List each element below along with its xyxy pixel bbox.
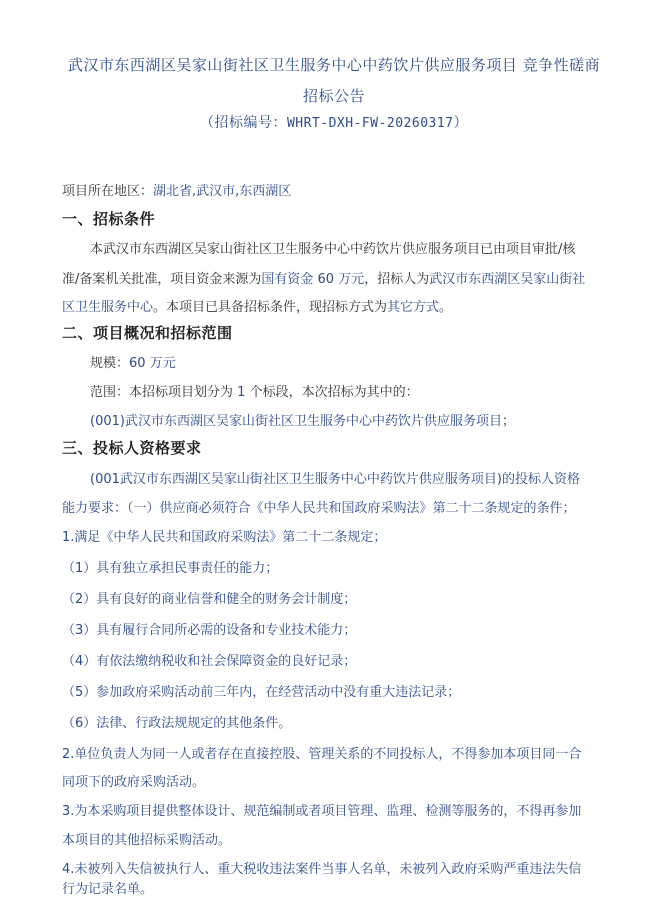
requirement-item-4-line1: 4.未被列入失信被执行人、重大税收违法案件当事人名单，未被列入政府采购严重违法失信 (62, 862, 582, 877)
section2-heading: 二、项目概况和招标范围 (62, 324, 233, 342)
tender-code-line (40, 112, 628, 132)
section1-text: 。本项目已具备招标条件，现招标方式为 (153, 300, 388, 315)
section1-para-line3 (62, 296, 452, 315)
fund-source: 国有资金 60 万元 (261, 272, 365, 287)
requirement-sub-1: （1）具有独立承担民事责任的能力； (62, 561, 279, 576)
lot-count: 1 (237, 385, 246, 400)
tenderer-name-cont: 区卫生服务中心 (62, 300, 154, 315)
tender-code-suffix: ） (453, 115, 469, 131)
tender-method: 其它方式 (387, 300, 440, 315)
region-label: 项目所在地区： (62, 184, 154, 199)
tender-code: WHRT-DXH-FW-20260317 (286, 116, 454, 131)
requirement-item-2-line1: 2.单位负责人为同一人或者存在直接控股、管理关系的不同投标人，不得参加本项目同一合 (62, 747, 582, 762)
requirement-sub-3: （3）具有履行合同所必需的设备和专业技术能力； (62, 623, 357, 638)
requirement-item-1: 1.满足《中华人民共和国政府采购法》第二十二条规定； (62, 530, 387, 545)
requirement-sub-6: （6）法律、行政法规规定的其他条件。 (62, 716, 292, 731)
section1-para-line2 (62, 268, 585, 287)
tender-code-prefix: （招标编号： (199, 115, 287, 131)
requirement-item-3-line1: 3.为本采购项目提供整体设计、规范编制或者项目管理、监理、检测等服务的，不得再参加 (62, 804, 582, 819)
section1-text: 准/备案机关批准，项目资金来源为 (62, 272, 262, 287)
requirement-item-4-line2: 行为记录名单。 (62, 882, 154, 897)
scale-line (90, 352, 176, 371)
scope-line (90, 381, 419, 400)
section1-para-line1: 本武汉市东西湖区吴家山街社区卫生服务中心中药饮片供应服务项目已由项目审批/核 (90, 242, 576, 257)
scope-text: 个标段，本次招标为其中的： (249, 385, 419, 400)
requirement-item-2-line2: 同项下的政府采购活动。 (62, 775, 206, 790)
notice-title-line1: 武汉市东西湖区吴家山街社区卫生服务中心中药饮片供应服务项目 竞争性磋商 (67, 56, 601, 74)
section1-text: 。 (439, 300, 453, 315)
requirement-sub-5: （5）参加政府采购活动前三年内，在经营活动中没有重大违法记录； (62, 685, 461, 700)
scale-label: 规模： (90, 356, 130, 371)
lot-end: ； (501, 414, 515, 429)
requirement-sub-2: （2）具有良好的商业信誉和健全的财务会计制度； (62, 592, 357, 607)
section3-heading: 三、投标人资格要求 (62, 439, 202, 457)
qualification-intro-line1: (001武汉市东西湖区吴家山街社区卫生服务中心中药饮片供应服务项目)的投标人资格 (90, 472, 580, 487)
lot-line (90, 410, 515, 429)
region-line (62, 180, 291, 199)
notice-title-line2: 招标公告 (302, 87, 365, 105)
requirement-sub-4: （4）有依法缴纳税收和社会保障资金的良好记录； (62, 654, 357, 669)
section1-text: ，招标人为 (364, 272, 430, 287)
tenderer-name: 武汉市东西湖区吴家山街社 (429, 272, 586, 287)
scale-value: 60 万元 (129, 356, 176, 371)
section1-heading: 一、招标条件 (62, 210, 156, 228)
scope-text: 范围：本招标项目划分为 (90, 385, 234, 400)
requirement-item-3-line2: 本项目的其他招标采购活动。 (62, 833, 232, 848)
qualification-intro-line2: 能力要求：（一）供应商必须符合《中华人民共和国政府采购法》第二十二条规定的条件； (62, 501, 576, 516)
region-value: 湖北省,武汉市,东西湖区 (153, 184, 292, 199)
lot-name: (001)武汉市东西湖区吴家山街社区卫生服务中心中药饮片供应服务项目 (90, 414, 502, 429)
